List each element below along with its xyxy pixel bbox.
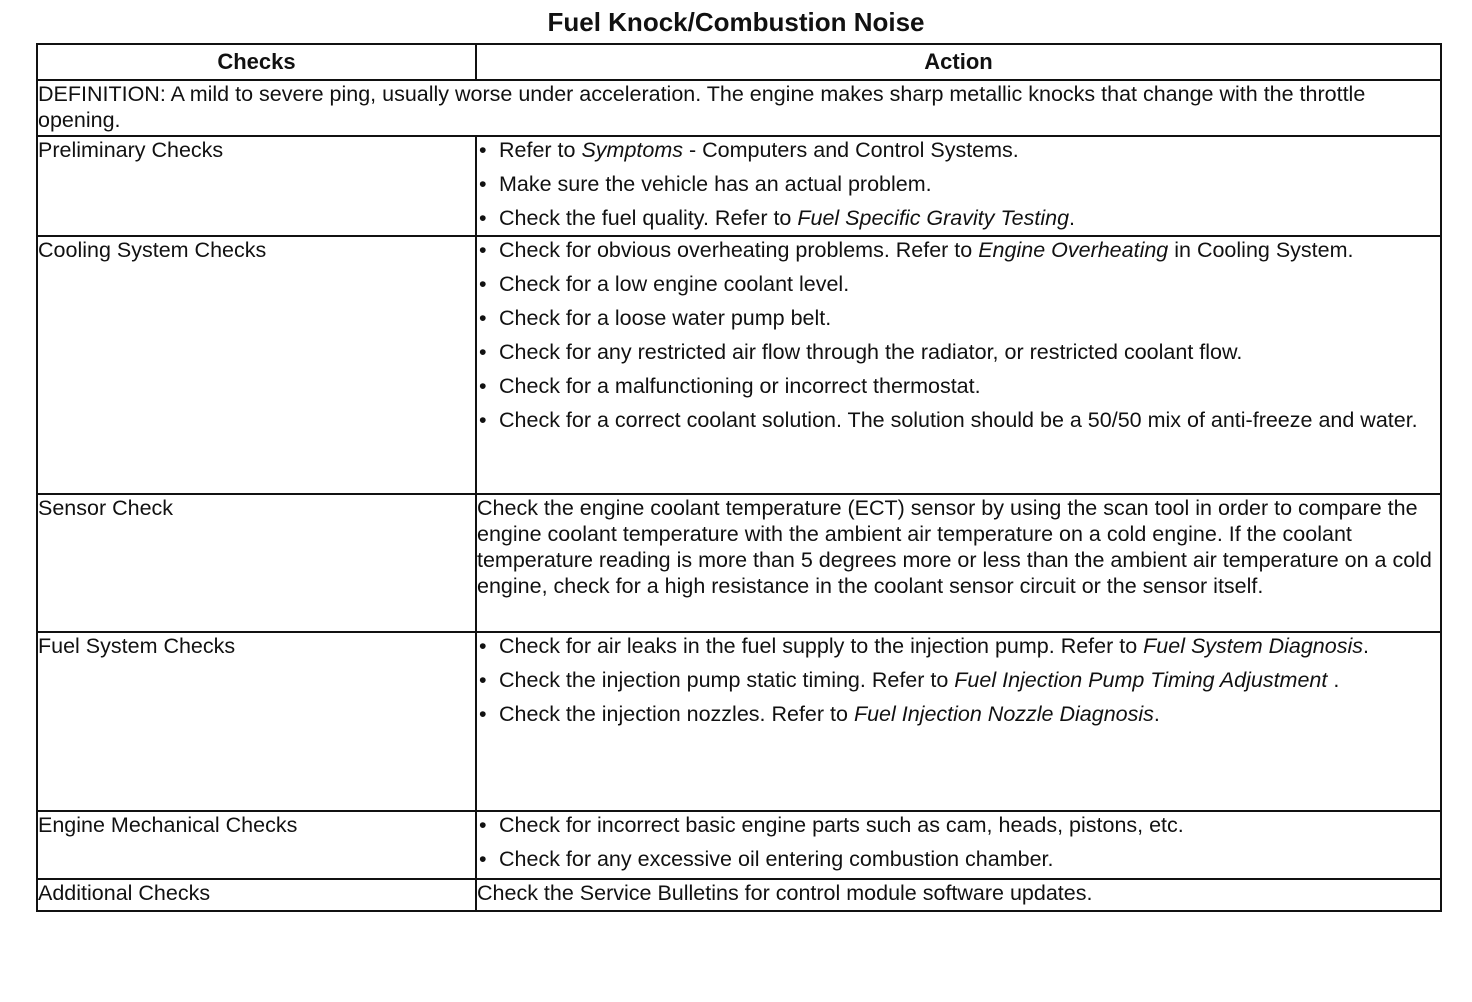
table-row — [37, 236, 1441, 494]
action-item-text: Check for a loose water pump belt. — [499, 306, 832, 330]
action-item-text: . — [1153, 702, 1160, 726]
action-item-text: - Computers and Control Systems. — [683, 138, 1019, 162]
reference-text: Fuel Injection Pump Timing Adjustment — [954, 668, 1328, 692]
action-item — [477, 701, 1440, 727]
definition-text: DEFINITION: A mild to severe ping, usually worse under acceleration. The engine makes sharp metallic knocks that change with the throttle opening. — [37, 80, 1441, 136]
action-list — [477, 633, 1440, 727]
page-title: Fuel Knock/Combustion Noise — [547, 7, 925, 37]
diagnostic-table — [36, 43, 1442, 912]
reference-text: Engine Overheating — [978, 238, 1169, 262]
action-item-text: . — [1327, 668, 1340, 692]
reference-text: Symptoms — [581, 138, 684, 162]
check-name: Preliminary Checks — [37, 136, 476, 236]
action-item — [477, 271, 1440, 297]
reference-text: Fuel Specific Gravity Testing — [797, 206, 1070, 230]
action-item-text: Check for incorrect basic engine parts such as cam, heads, pistons, etc. — [499, 813, 1184, 837]
action-header: Action — [476, 44, 1441, 80]
action-item-text: Make sure the vehicle has an actual problem. — [499, 172, 932, 196]
action-text: Check the engine coolant temperature (ECT) sensor by using the scan tool in order to compare the engine coolant temperature with the ambient air temperature on a cold engine. If the coolant temperature reading is more than 5 degrees more or less than the ambient air temperature on a cold engine, check for a high resistance in the coolant sensor circuit or the sensor itself. — [476, 494, 1441, 632]
action-text: Check the Service Bulletins for control module software updates. — [476, 879, 1441, 911]
action-item — [477, 667, 1440, 693]
action-item — [477, 407, 1440, 433]
action-list — [477, 237, 1440, 433]
check-name: Sensor Check — [37, 494, 476, 632]
check-name: Fuel System Checks — [37, 632, 476, 811]
reference-text: Fuel System Diagnosis — [1143, 634, 1364, 658]
table-row — [37, 136, 1441, 236]
check-name: Engine Mechanical Checks — [37, 811, 476, 879]
action-item-text: Check the injection pump static timing. Refer to — [499, 668, 955, 692]
action-item-text: in Cooling System. — [1168, 238, 1354, 262]
action-item-text: Check for a malfunctioning or incorrect thermostat. — [499, 374, 981, 398]
reference-text: Fuel Injection Nozzle Diagnosis — [853, 702, 1154, 726]
action-list — [477, 812, 1440, 872]
action-cell — [476, 236, 1441, 494]
table-row — [37, 879, 1441, 911]
table-row — [37, 494, 1441, 632]
action-item-text: Check for a correct coolant solution. The solution should be a 50/50 mix of anti-freeze and water. — [499, 408, 1418, 432]
definition-row — [37, 80, 1441, 136]
action-item-text: Check for any excessive oil entering combustion chamber. — [499, 847, 1054, 871]
action-item — [477, 137, 1440, 163]
action-list — [477, 137, 1440, 231]
checks-header: Checks — [37, 44, 476, 80]
action-item — [477, 339, 1440, 365]
action-item-text: Check for a low engine coolant level. — [499, 272, 850, 296]
table-row — [37, 632, 1441, 811]
table-row — [37, 811, 1441, 879]
action-item — [477, 171, 1440, 197]
action-item — [477, 305, 1440, 331]
action-cell — [476, 632, 1441, 811]
action-item-text: Check the injection nozzles. Refer to — [499, 702, 854, 726]
action-item — [477, 633, 1440, 659]
action-item-text: Check for any restricted air flow through the radiator, or restricted coolant flow. — [499, 340, 1243, 364]
header-row — [37, 44, 1441, 80]
action-item — [477, 812, 1440, 838]
action-item-text: . — [1069, 206, 1076, 230]
action-item-text: Check for obvious overheating problems. Refer to — [499, 238, 979, 262]
action-item-text: Check the fuel quality. Refer to — [499, 206, 798, 230]
action-item — [477, 237, 1440, 263]
action-item — [477, 373, 1440, 399]
action-item-text: Refer to — [499, 138, 582, 162]
action-cell — [476, 136, 1441, 236]
action-item-text: Check for air leaks in the fuel supply to the injection pump. Refer to — [499, 634, 1144, 658]
action-item-text: . — [1363, 634, 1369, 658]
action-item — [477, 846, 1440, 872]
action-cell — [476, 811, 1441, 879]
check-name: Additional Checks — [37, 879, 476, 911]
check-name: Cooling System Checks — [37, 236, 476, 494]
action-item — [477, 205, 1440, 231]
